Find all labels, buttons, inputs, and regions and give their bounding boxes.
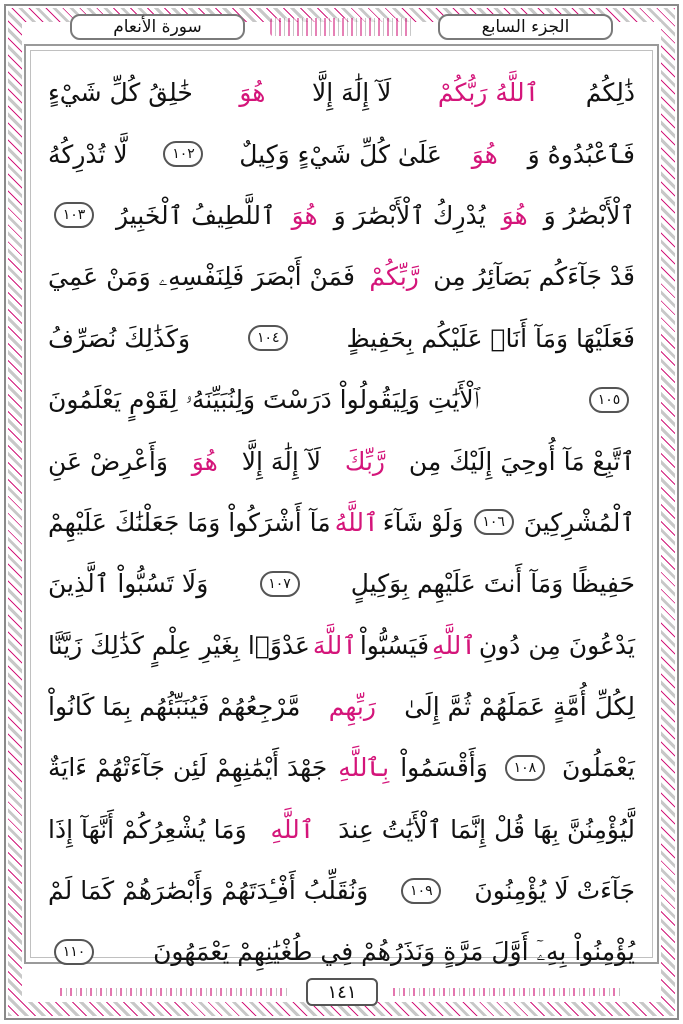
verse-text: يَعْمَلُونَ bbox=[561, 753, 635, 783]
ayah-number-marker: ١٠٩ bbox=[401, 878, 441, 904]
verse-text: يُدْرِكُ ٱلْأَبْصَٰرَ وَ bbox=[333, 200, 486, 230]
verse-text: فَيَسُبُّواْ bbox=[359, 630, 430, 660]
ayah-number-marker: ١٠٦ bbox=[474, 509, 514, 535]
header-ornament bbox=[270, 18, 413, 36]
divine-name-text: رَّبِّكَ bbox=[344, 446, 385, 476]
divine-name-text: رَّبِّكُمْ bbox=[369, 262, 419, 292]
ayah-number-marker: ١٠٧ bbox=[260, 571, 300, 597]
verse-text: وَمَا يُشْعِرُكُمْ أَنَّهَآ إِذَا bbox=[48, 814, 247, 844]
text-line bbox=[48, 799, 635, 860]
ayah-number-marker: ١٠٢ bbox=[163, 141, 203, 167]
text-line bbox=[48, 492, 635, 553]
verse-text: ٱلْمُشْرِكِينَ bbox=[523, 507, 635, 537]
verse-text: يَدْعُونَ مِن دُونِ bbox=[478, 630, 635, 660]
verse-text: مَّرْجِعُهُمْ فَيُنَبِّئُهُم بِمَا كَانُواْ bbox=[48, 692, 301, 722]
verse-text: لَآ إِلَٰهَ إِلَّا bbox=[241, 446, 322, 476]
verse-text: جَهْدَ أَيْمَٰنِهِمْ لَئِن جَآءَتْهُمْ ءَايَةٌ bbox=[48, 753, 328, 783]
verse-text: فَٱعْبُدُوهُ وَ bbox=[527, 139, 635, 169]
page-header bbox=[70, 12, 613, 42]
footer-ornament-left bbox=[60, 988, 290, 996]
ayah-number-marker: ١٠٨ bbox=[505, 755, 545, 781]
divine-name-text: بِٱللَّهِ bbox=[338, 753, 390, 783]
text-line bbox=[48, 676, 635, 737]
text-line bbox=[48, 246, 635, 307]
verse-text: وَأَعْرِضْ عَنِ bbox=[48, 446, 168, 476]
text-line bbox=[48, 62, 635, 123]
verse-text: وَكَذَٰلِكَ نُصَرِّفُ bbox=[48, 323, 191, 353]
verse-text: لَّيُؤْمِنُنَّ بِهَا قُلْ إِنَّمَا ٱلْأَيَٰتُ عِندَ bbox=[338, 814, 635, 844]
verse-text: عَدْوًۢا بِغَيْرِ عِلْمٍ كَذَٰلِكَ زَيَّنَّا bbox=[48, 630, 310, 660]
divine-name-text: ٱللَّهُ رَبُّكُمْ bbox=[437, 78, 540, 108]
verse-text: لَّا تُدْرِكُهُ bbox=[48, 139, 128, 169]
text-line bbox=[48, 553, 635, 614]
ayah-number-marker: ١١٠ bbox=[54, 939, 94, 965]
verse-text: ذَٰلِكُمُ bbox=[585, 78, 635, 108]
divine-name-text: هُوَ bbox=[501, 200, 528, 230]
divine-name-text: ٱللَّهِ bbox=[431, 630, 476, 660]
verse-text: يُؤْمِنُواْ بِهِۦٓ أَوَّلَ مَرَّةٍ وَنَذَرُهُمْ فِي طُغْيَٰنِهِمْ يَعْمَهُونَ bbox=[153, 937, 635, 967]
verse-text: وَلَا تَسُبُّواْ ٱلَّذِينَ bbox=[48, 569, 209, 599]
verse-text: قَدْ جَآءَكُم بَصَآئِرُ مِن bbox=[433, 262, 635, 292]
text-line bbox=[48, 430, 635, 491]
divine-name-text: ٱللَّهُ bbox=[334, 507, 379, 537]
verse-text: ٱتَّبِعْ مَآ أُوحِيَ إِلَيْكَ مِن bbox=[408, 446, 635, 476]
divine-name-text: ٱللَّهَ bbox=[312, 630, 357, 660]
footer-ornament-right bbox=[393, 988, 623, 996]
text-line bbox=[48, 737, 635, 798]
text-line bbox=[48, 860, 635, 921]
divine-name-text: رَبِّهِم bbox=[328, 692, 376, 722]
verse-text: جَآءَتْ لَا يُؤْمِنُونَ bbox=[474, 876, 635, 906]
text-line bbox=[48, 123, 635, 184]
text-line bbox=[48, 369, 635, 430]
verse-text: عَلَىٰ كُلِّ شَيْءٍ وَكِيلٌ bbox=[239, 139, 442, 169]
divine-name-text: هُوَ bbox=[291, 200, 318, 230]
text-line bbox=[48, 308, 635, 369]
page-number: ١٤١ bbox=[306, 978, 378, 1006]
verse-text: وَنُقَلِّبُ أَفْـِٔدَتَهُمْ وَأَبْصَٰرَهُمْ كَمَا لَمْ bbox=[48, 876, 369, 906]
verse-text: ٱللَّطِيفُ ٱلْخَبِيرُ bbox=[115, 200, 276, 230]
verse-text: ٱلْأَبْصَٰرُ وَ bbox=[543, 200, 635, 230]
ayah-number-marker: ١٠٤ bbox=[248, 325, 288, 351]
verse-text: وَأَقْسَمُواْ bbox=[400, 753, 488, 783]
text-line bbox=[48, 615, 635, 676]
page-footer bbox=[0, 972, 683, 1012]
verse-text: فَعَلَيْهَا وَمَآ أَنَا۠ عَلَيْكُم بِحَفِيظٍ bbox=[346, 323, 635, 353]
verse-text: وَلَوْ شَآءَ bbox=[382, 507, 464, 537]
verse-text: حَفِيظًا وَمَآ أَنتَ عَلَيْهِم بِوَكِيلٍ bbox=[350, 569, 635, 599]
divine-name-text: هُوَ bbox=[239, 78, 266, 108]
ayah-number-marker: ١٠٥ bbox=[589, 387, 629, 413]
divine-name-text: هُوَ bbox=[191, 446, 218, 476]
verse-text: خَٰلِقُ كُلِّ شَيْءٍ bbox=[48, 78, 193, 108]
text-line bbox=[48, 185, 635, 246]
verse-text: لَآ إِلَٰهَ إِلَّا bbox=[312, 78, 392, 108]
verse-text: مَآ أَشْرَكُواْ وَمَا جَعَلْنَٰكَ عَلَيْهِمْ bbox=[48, 507, 331, 537]
verse-text: فَمَنْ أَبْصَرَ فَلِنَفْسِهِۦ وَمَنْ عَمِيَ bbox=[48, 261, 355, 291]
ayah-number-marker: ١٠٣ bbox=[54, 202, 94, 228]
divine-name-text: ٱللَّهِ bbox=[270, 814, 315, 844]
divine-name-text: هُوَ bbox=[471, 139, 498, 169]
quran-text-block bbox=[48, 62, 635, 967]
surah-name-label: سورة الأنعام bbox=[70, 14, 245, 40]
verse-text: ٱلْأَيَٰتِ وَلِيَقُولُواْ دَرَسْتَ وَلِنُبَيِّنَهُۥ لِقَوْمٍ يَعْلَمُونَ bbox=[48, 384, 480, 414]
juz-label: الجزء السابع bbox=[438, 14, 613, 40]
verse-text: لِكُلِّ أُمَّةٍ عَمَلَهُمْ ثُمَّ إِلَىٰ bbox=[404, 692, 635, 722]
